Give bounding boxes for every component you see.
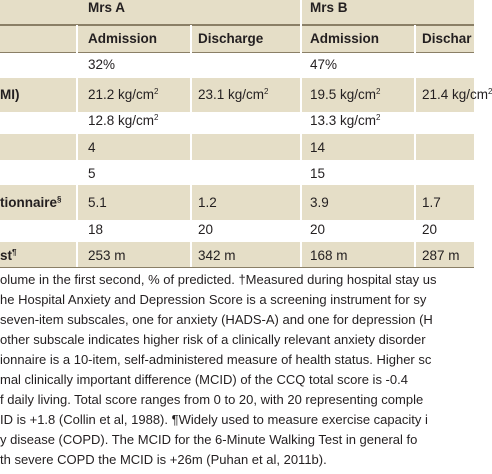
table-row — [0, 220, 474, 242]
table-row — [0, 185, 474, 220]
cell-b-admission: 3.9 — [310, 195, 329, 210]
cell-a-discharge: 20 — [198, 222, 214, 237]
cell-a-discharge: 1.2 — [198, 195, 217, 210]
table-row — [0, 112, 474, 134]
cell-b-admission: 19.5 $kg/cm^2$ — [310, 87, 381, 102]
column-divider — [190, 25, 192, 268]
cell-b-discharge: 287 m — [422, 248, 460, 263]
cell-b-admission: 47% — [310, 57, 338, 72]
cell-b-discharge: 1.7 — [422, 195, 441, 210]
footnote-line: mal clinically important difference (MCID) of the CCQ total score is -0.4 — [0, 372, 408, 387]
cell-b-discharge: 21.4 $kg/cm^2$ — [422, 87, 492, 102]
cell-a-admission: 21.2 $kg/cm^2$ — [88, 87, 159, 102]
header-admission-a: Admission — [88, 30, 158, 46]
footnote-line: he Hospital Anxiety and Depression Score is a screening instrument for sy — [0, 292, 427, 307]
row-label: MI) — [0, 87, 20, 102]
cell-b-admission: 168 m — [310, 248, 348, 263]
cell-a-discharge: 23.1 $kg/cm^2$ — [198, 87, 269, 102]
footnote-line: f daily living. Total score ranges from 0 to 20, with 20 representing comple — [0, 392, 424, 407]
footnote-line: seven-item subscales, one for anxiety (HADS-A) and one for depression (H — [0, 312, 433, 327]
header-row-patients — [0, 0, 474, 24]
cell-a-discharge: 342 m — [198, 248, 236, 263]
cell-a-admission: 12.8 $kg/cm^2$ — [88, 113, 159, 128]
header-admission-b: Admission — [310, 30, 380, 46]
cell-b-admission: 20 — [310, 222, 326, 237]
table-row — [0, 242, 474, 268]
cell-a-admission: 32% — [88, 57, 116, 72]
cell-b-admission: 14 — [310, 140, 326, 155]
footnote-line: other subscale indicates higher risk of a clinically relevant anxiety disorder — [0, 332, 426, 347]
table-footnotes — [0, 268, 474, 474]
cell-a-admission: 5.1 — [88, 195, 107, 210]
row-label: tionnaire§ — [0, 195, 62, 210]
column-divider — [414, 25, 416, 268]
cell-b-discharge: 20 — [422, 222, 438, 237]
table-row — [0, 53, 474, 78]
footnote-line: th severe COPD the MCID is +26m (Puhan et al, 2011b). — [0, 452, 327, 467]
footnote-line: olume in the first second, % of predicted. †Measured during hospital stay us — [0, 272, 437, 287]
cell-a-admission: 4 — [88, 140, 96, 155]
table-row — [0, 134, 474, 160]
footnote-line: ionnaire is a 10-item, self-administered measure of health status. Higher sc — [0, 352, 432, 367]
row-label: st¶ — [0, 248, 17, 263]
column-divider — [76, 25, 78, 268]
footnote-line: y disease (COPD). The MCID for the 6-Minute Walking Test in general fo — [0, 432, 418, 447]
column-divider — [300, 0, 302, 268]
cell-b-admission: 13.3 $kg/cm^2$ — [310, 113, 381, 128]
table-row — [0, 78, 492, 112]
cell-a-admission: 18 — [88, 222, 104, 237]
cell-b-admission: 15 — [310, 166, 326, 181]
cell-a-admission: 5 — [88, 166, 96, 181]
header-discharge-b: Dischar — [422, 30, 472, 46]
header-patient-a: Mrs A — [88, 0, 126, 15]
header-patient-b: Mrs B — [310, 0, 348, 15]
cell-a-admission: 253 m — [88, 248, 126, 263]
footnote-line: ID is +1.8 (Collin et al, 1988). ¶Widely used to measure exercise capacity i — [0, 412, 428, 427]
header-row-phases — [0, 26, 474, 52]
table-row — [0, 160, 474, 185]
header-discharge-a: Discharge — [198, 30, 264, 46]
